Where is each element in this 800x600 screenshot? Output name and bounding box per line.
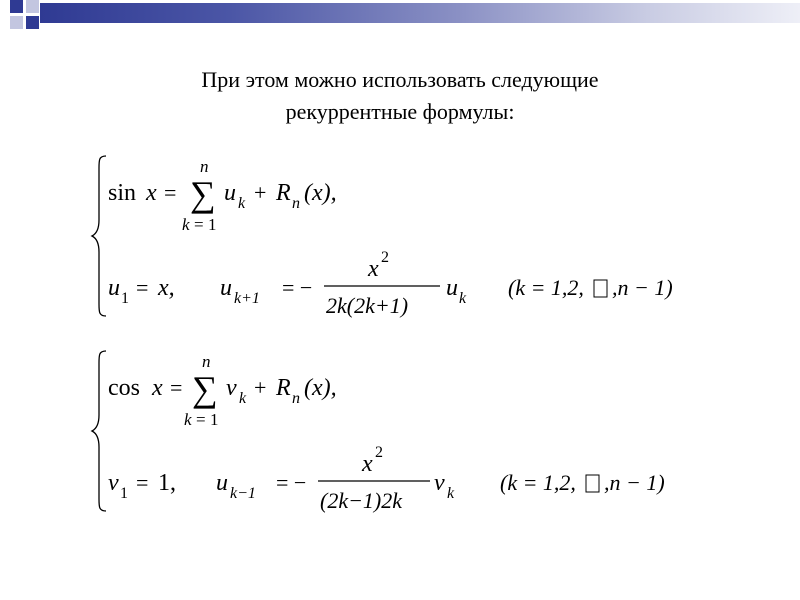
decor-square	[10, 0, 23, 13]
rec-eq: = −	[282, 275, 313, 300]
sum-upper: n	[200, 157, 209, 176]
init-val: 1,	[158, 470, 176, 496]
left-brace	[92, 156, 106, 316]
rec-eq: = −	[276, 470, 307, 495]
range-end: ,n − 1)	[612, 275, 673, 300]
missing-glyph-box	[594, 280, 607, 297]
rec-var: u	[220, 275, 232, 301]
sum-lower-val: 1	[210, 410, 219, 429]
sin-arg: x	[146, 180, 157, 206]
rec-sub: k−1	[230, 485, 256, 502]
remainder-arg: (x),	[304, 180, 337, 206]
range: (k = 1,2,	[508, 275, 584, 300]
frac-den: 2k(2k+1)	[326, 293, 409, 318]
term-sub: k	[239, 390, 247, 407]
sum-symbol: ∑	[190, 174, 216, 214]
sum-lower-val: 1	[208, 215, 217, 234]
rec-var: u	[216, 470, 228, 496]
cos-func: cos	[108, 375, 140, 401]
init-eq: =	[136, 470, 149, 495]
title-gradient-bar	[40, 3, 800, 23]
slide-text-line-1: При этом можно использовать следующие	[201, 67, 599, 92]
sum-symbol: ∑	[192, 369, 218, 409]
sin-formula-svg	[96, 150, 736, 320]
left-brace	[92, 351, 106, 511]
title-bar-decoration	[0, 0, 800, 30]
cos-formula-svg	[96, 345, 736, 515]
init-eq: =	[136, 275, 149, 300]
rec-mult-sub: k	[459, 290, 467, 307]
missing-glyph-box	[586, 475, 599, 492]
slide-text-line-2: рекуррентные формулы:	[285, 99, 515, 124]
init-var: u	[108, 275, 120, 301]
remainder: R	[276, 180, 291, 206]
cos-arg: x	[152, 375, 163, 401]
slide-text	[0, 64, 800, 128]
remainder: R	[276, 375, 291, 401]
range: (k = 1,2,	[500, 470, 576, 495]
init-sub: 1	[120, 485, 128, 502]
rec-mult-sub: k	[447, 485, 455, 502]
sum-lower-eq: =	[196, 410, 206, 429]
init-var: v	[108, 470, 119, 496]
rec-mult-var: u	[446, 275, 458, 301]
decor-square	[10, 16, 23, 29]
sin-func: sin	[108, 180, 137, 206]
frac-num-exp: 2	[381, 249, 389, 266]
remainder-arg: (x),	[304, 375, 337, 401]
frac-num: x	[368, 256, 379, 282]
frac-den: (2k−1)2k	[320, 488, 403, 513]
init-val: x,	[158, 275, 175, 301]
sum-lower-var: k	[184, 410, 192, 429]
sin-formula-system	[96, 150, 736, 320]
cos-formula-system	[96, 345, 736, 515]
range-end: ,n − 1)	[604, 470, 665, 495]
frac-num-exp: 2	[375, 444, 383, 461]
sum-lower-var: k	[182, 215, 190, 234]
plus: +	[254, 375, 267, 400]
remainder-sub: n	[292, 390, 300, 407]
frac-num: x	[362, 451, 373, 477]
rec-mult-var: v	[434, 470, 445, 496]
term-var: u	[224, 180, 236, 206]
plus: +	[254, 180, 267, 205]
sum-upper: n	[202, 352, 211, 371]
sin-eq: =	[164, 180, 177, 205]
decor-square	[26, 16, 39, 29]
rec-sub: k+1	[234, 290, 260, 307]
sum-lower-eq: =	[194, 215, 204, 234]
decor-square	[26, 0, 39, 13]
term-sub: k	[238, 195, 246, 212]
remainder-sub: n	[292, 195, 300, 212]
cos-eq: =	[170, 375, 183, 400]
init-sub: 1	[121, 290, 129, 307]
term-var: v	[226, 375, 237, 401]
